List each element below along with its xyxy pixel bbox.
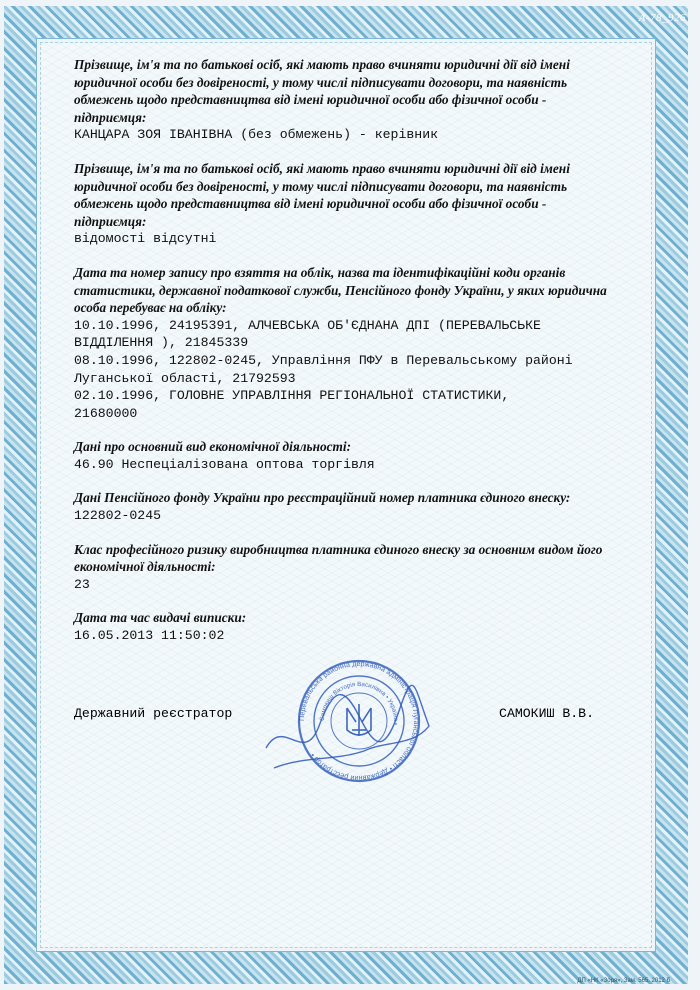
section-label: Дата та час видачі виписки: [74,610,247,626]
registrar-name: САМОКИШ В.В. [499,706,594,721]
section-label: Дата та номер запису про взяття на облік, назва та ідентифікаційні коди органів статистики, державної податкової служби, Пенсійного фонду України, у яких юридична особа перебуває на обліку: [74,264,607,316]
section-value: відомості відсутні [74,231,217,247]
section-economic-activity [74,438,614,473]
extract-content [74,56,614,661]
section-registration-records [74,264,614,422]
seal-inner-text: Самокиш Вікторія Василівна • Україна • [318,680,400,726]
section-value: 122802-0245 [74,508,162,524]
section-value: 10.10.1996, 24195391, АЛЧЕВСЬКА ОБ'ЄДНАНА ДПІ (ПЕРЕВАЛЬСЬКЕ ВІДДІЛЕННЯ ), 21845339 08.10.1996, 122802-0245, Управління ПФУ в Перевальському районі Луганської області, 21792593 02.10.1996, ГОЛОВНЕ УПРАВЛІННЯ РЕГІОНАЛЬНОЇ СТАТИСТИКИ, 21680000 [74,317,573,421]
section-pension-fund-number [74,489,614,524]
section-label: Дані про основний вид економічної діяльності: [74,439,352,455]
section-label: Клас професійного ризику виробництва платника єдиного внеску за основним видом його економічної діяльності: [74,541,603,575]
section-authorized-persons [74,56,614,144]
section-value: 23 [74,576,90,592]
section-risk-class [74,541,614,594]
seal-outer-text: Перевальська районна державна адміністрація Луганської області • Державний реєстратор • [296,658,422,784]
document-code: А-78_926 [638,12,686,24]
printer-code: ДП «НК «Зоря», Зам. 565. 2012 б [577,978,670,984]
section-label: Дані Пенсійного фонду України про реєстраційний номер платника єдиного внеску: [74,490,571,506]
registrar-title: Державний реєстратор [74,706,233,721]
official-seal [264,656,454,786]
section-value: 16.05.2013 11:50:02 [74,628,225,644]
section-value: КАНЦАРА ЗОЯ ІВАНІВНА (без обмежень) - керівник [74,127,439,143]
section-label: Прізвище, ім'я та по батькові осіб, які мають право вчиняти юридичні дії від імені юридичної особи без довіреності, у тому числі підписувати договори, та наявність обмежень щодо представництва від імені юридичної особи або фізичної особи - підприємця: [74,57,570,125]
section-value: 46.90 Неспеціалізована оптова торгівля [74,456,375,472]
section-issue-date [74,609,614,644]
section-label: Прізвище, ім'я та по батькові осіб, які мають право вчиняти юридичні дії від імені юридичної особи без довіреності, у тому числі підписувати договори, та наявність обмежень щодо представництва від імені юридичної особи або фізичної особи - підприємця: [74,160,570,229]
section-authorized-persons-2 [74,160,614,248]
